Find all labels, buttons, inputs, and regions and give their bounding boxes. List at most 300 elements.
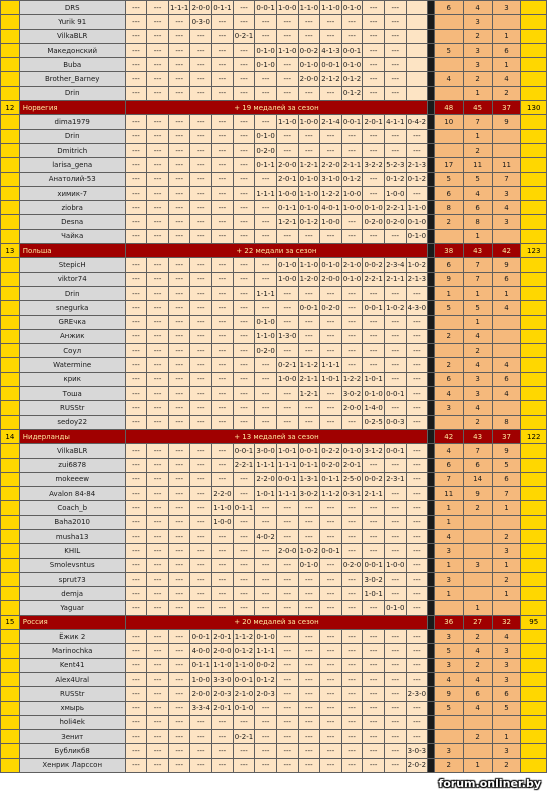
season-result-cell: --- (168, 272, 190, 286)
player-name: Marinochka (19, 644, 125, 658)
season-result-cell: --- (298, 315, 320, 329)
total-cell-empty (521, 301, 547, 315)
season-result-cell: --- (168, 72, 190, 86)
player-medal-count: 1 (492, 501, 521, 515)
season-result-cell: 0-0-1 (298, 301, 320, 315)
column-separator (428, 286, 435, 300)
player-medal-count: 3 (492, 1, 521, 15)
season-result-cell: 4-1-3 (320, 43, 342, 57)
season-result-cell: --- (125, 43, 147, 57)
player-name: ziobra (19, 201, 125, 215)
season-result-cell: 0-2-1 (233, 730, 255, 744)
season-result-cell: --- (298, 529, 320, 543)
rank-cell-empty (1, 572, 20, 586)
season-result-cell: --- (147, 715, 169, 729)
season-result-cell: 1-0-1 (320, 372, 342, 386)
season-result-cell: --- (212, 72, 234, 86)
rank-cell-empty (1, 444, 20, 458)
player-medal-count: 2 (463, 730, 492, 744)
season-result-cell: 1-1-0 (320, 1, 342, 15)
season-result-cell: 0-0-2 (363, 472, 385, 486)
season-result-cell: --- (341, 15, 363, 29)
season-result-cell: --- (363, 730, 385, 744)
player-medal-count (492, 15, 521, 29)
season-result-cell: --- (406, 315, 428, 329)
player-medal-count (492, 315, 521, 329)
season-result-cell: --- (125, 301, 147, 315)
season-result-cell: 0-0-2 (363, 258, 385, 272)
season-result-cell: --- (168, 701, 190, 715)
player-medal-count (492, 344, 521, 358)
season-result-cell: --- (406, 143, 428, 157)
player-medal-count: 2 (492, 572, 521, 586)
season-result-cell: 3-0-0 (255, 444, 277, 458)
season-result-cell: --- (212, 415, 234, 429)
season-result-cell: --- (255, 201, 277, 215)
season-result-cell: --- (168, 229, 190, 243)
country-name: Россия (19, 615, 125, 629)
season-result-cell: 2-1-1 (363, 487, 385, 501)
season-result-cell (406, 15, 428, 29)
player-row (1, 601, 547, 615)
season-result-cell: --- (255, 415, 277, 429)
player-medal-count: 2 (492, 529, 521, 543)
rank-cell-empty (1, 286, 20, 300)
season-result-cell: 2-0-2 (406, 758, 428, 772)
season-result-cell: --- (233, 272, 255, 286)
season-result-cell: --- (233, 186, 255, 200)
season-result-cell: 0-2-2 (320, 444, 342, 458)
season-result-cell: 0-1-0 (255, 43, 277, 57)
season-result-cell: --- (147, 587, 169, 601)
season-result-cell: --- (190, 730, 212, 744)
player-medal-count: 1 (492, 58, 521, 72)
player-medal-count (463, 544, 492, 558)
total-cell-empty (521, 544, 547, 558)
season-result-cell: 0-0-1 (341, 43, 363, 57)
player-row (1, 730, 547, 744)
season-result-cell: --- (363, 601, 385, 615)
column-separator (428, 501, 435, 515)
season-result-cell: --- (212, 143, 234, 157)
player-medal-count: 6 (463, 458, 492, 472)
season-result-cell: --- (320, 129, 342, 143)
season-result-cell: --- (212, 29, 234, 43)
player-medal-count (492, 401, 521, 415)
season-result-cell: --- (320, 143, 342, 157)
season-result-cell: --- (298, 344, 320, 358)
season-result-cell: --- (406, 344, 428, 358)
rank-cell-empty (1, 186, 20, 200)
season-result-cell: --- (255, 515, 277, 529)
season-result-cell: --- (406, 329, 428, 343)
season-result-cell: --- (384, 515, 406, 529)
season-result-cell: 1-1-1 (255, 644, 277, 658)
season-result-cell: --- (212, 172, 234, 186)
column-separator (428, 172, 435, 186)
season-result-cell: --- (320, 730, 342, 744)
player-row (1, 329, 547, 343)
season-result-cell: --- (168, 572, 190, 586)
season-result-cell: --- (168, 286, 190, 300)
total-cell-empty (521, 186, 547, 200)
season-result-cell: --- (341, 672, 363, 686)
total-cell-empty (521, 644, 547, 658)
player-row (1, 358, 547, 372)
season-result-cell: --- (341, 701, 363, 715)
player-row (1, 658, 547, 672)
season-result-cell: --- (255, 86, 277, 100)
country-medal-count: 43 (463, 244, 492, 258)
total-cell-empty (521, 315, 547, 329)
player-medal-count: 4 (463, 672, 492, 686)
column-separator (428, 458, 435, 472)
player-row (1, 715, 547, 729)
player-name: Alex4Ural (19, 672, 125, 686)
season-result-cell: 2-0-1 (212, 630, 234, 644)
season-result-cell: --- (190, 215, 212, 229)
season-result-cell: 0-1-2 (341, 72, 363, 86)
player-name: Зенит (19, 730, 125, 744)
season-result-cell: --- (125, 658, 147, 672)
season-result-cell: --- (341, 315, 363, 329)
season-result-cell: --- (384, 358, 406, 372)
season-result-cell: --- (276, 58, 298, 72)
player-medal-count: 3 (463, 372, 492, 386)
season-result-cell (406, 1, 428, 15)
player-medal-count: 4 (463, 701, 492, 715)
player-medal-count: 4 (434, 387, 463, 401)
player-medal-count: 5 (434, 301, 463, 315)
player-medal-count: 9 (492, 258, 521, 272)
season-result-cell: --- (233, 58, 255, 72)
rank-cell-empty (1, 401, 20, 415)
season-result-cell: --- (298, 143, 320, 157)
player-name: DRS (19, 1, 125, 15)
season-result-cell: 1-1-0 (406, 201, 428, 215)
season-result-cell (406, 58, 428, 72)
season-result-cell (406, 43, 428, 57)
season-result-cell: --- (212, 472, 234, 486)
season-result-cell: --- (406, 730, 428, 744)
player-medal-count: 6 (434, 372, 463, 386)
season-result-cell: --- (147, 272, 169, 286)
player-name: holi4ek (19, 715, 125, 729)
season-result-cell: 1-1-0 (276, 115, 298, 129)
season-result-cell: 0-1-1 (276, 201, 298, 215)
season-result-cell: --- (147, 315, 169, 329)
column-separator (428, 715, 435, 729)
season-result-cell: 2-0-0 (276, 544, 298, 558)
season-result-cell: 0-1-2 (384, 172, 406, 186)
season-result-cell: --- (406, 672, 428, 686)
season-result-cell: --- (147, 415, 169, 429)
player-medal-count: 4 (492, 201, 521, 215)
player-medal-count (463, 515, 492, 529)
column-separator (428, 744, 435, 758)
season-result-cell: --- (233, 115, 255, 129)
column-separator (428, 215, 435, 229)
season-result-cell: --- (341, 601, 363, 615)
season-result-cell: 0-4-2 (406, 115, 428, 129)
total-cell-empty (521, 358, 547, 372)
season-result-cell: --- (168, 744, 190, 758)
season-result-cell: --- (255, 15, 277, 29)
player-row (1, 372, 547, 386)
season-result-cell: --- (125, 401, 147, 415)
season-result-cell: --- (363, 544, 385, 558)
player-medal-count: 2 (492, 86, 521, 100)
season-result-cell: 0-1-2 (341, 86, 363, 100)
column-separator (428, 115, 435, 129)
player-medal-count: 7 (492, 172, 521, 186)
player-medal-count: 5 (492, 458, 521, 472)
season-result-cell: --- (341, 630, 363, 644)
rank-cell-empty (1, 387, 20, 401)
column-separator (428, 315, 435, 329)
season-result-cell: --- (233, 472, 255, 486)
player-medal-count: 1 (463, 758, 492, 772)
country-rank: 14 (1, 429, 20, 443)
player-medal-count: 3 (434, 401, 463, 415)
season-result-cell: 0-0-1 (276, 472, 298, 486)
player-medal-count: 4 (434, 529, 463, 543)
season-result-cell: --- (190, 229, 212, 243)
column-separator (428, 372, 435, 386)
season-result-cell: --- (168, 301, 190, 315)
season-result-cell: --- (363, 715, 385, 729)
season-result-cell: --- (147, 672, 169, 686)
country-total: 123 (521, 244, 547, 258)
player-row (1, 43, 547, 57)
total-cell-empty (521, 115, 547, 129)
player-name: VilkaBLR (19, 444, 125, 458)
season-result-cell: --- (233, 215, 255, 229)
season-result-cell: --- (190, 115, 212, 129)
season-result-cell: --- (168, 587, 190, 601)
season-result-cell: --- (212, 229, 234, 243)
season-result-cell: --- (147, 229, 169, 243)
player-name: Drin (19, 129, 125, 143)
column-separator (428, 444, 435, 458)
season-result-cell: --- (190, 29, 212, 43)
season-result-cell: --- (190, 515, 212, 529)
season-result-cell: --- (168, 687, 190, 701)
season-result-cell: --- (147, 115, 169, 129)
season-result-cell: --- (320, 701, 342, 715)
season-result-cell: --- (168, 515, 190, 529)
player-medal-count: 9 (492, 115, 521, 129)
season-result-cell: --- (320, 329, 342, 343)
rank-cell-empty (1, 72, 20, 86)
season-result-cell: --- (147, 572, 169, 586)
total-cell-empty (521, 472, 547, 486)
season-result-cell: 1-1-2 (233, 630, 255, 644)
season-result-cell: --- (298, 415, 320, 429)
season-result-cell: --- (255, 358, 277, 372)
total-cell-empty (521, 515, 547, 529)
season-result-cell: 2-0-0 (320, 272, 342, 286)
season-result-cell: --- (341, 143, 363, 157)
season-result-cell: --- (147, 258, 169, 272)
season-result-cell: --- (168, 58, 190, 72)
season-result-cell: --- (276, 744, 298, 758)
player-medal-count: 1 (463, 315, 492, 329)
player-name: Brother_Barney (19, 72, 125, 86)
player-name: GREчка (19, 315, 125, 329)
rank-cell-empty (1, 301, 20, 315)
rank-cell-empty (1, 658, 20, 672)
season-result-cell: --- (276, 687, 298, 701)
season-result-cell: 2-1-1 (341, 158, 363, 172)
season-result-cell: 4-0-1 (320, 201, 342, 215)
season-result-cell: 1-0-0 (276, 272, 298, 286)
season-result-cell: --- (147, 444, 169, 458)
rank-cell-empty (1, 529, 20, 543)
season-result-cell: --- (320, 744, 342, 758)
season-result-cell: --- (384, 744, 406, 758)
season-result-cell: --- (212, 572, 234, 586)
season-result-cell: --- (384, 344, 406, 358)
total-cell-empty (521, 387, 547, 401)
season-result-cell: 2-0-1 (363, 115, 385, 129)
season-result-cell (406, 29, 428, 43)
season-result-cell: --- (255, 501, 277, 515)
player-medal-count: 4 (463, 1, 492, 15)
player-medal-count: 4 (492, 358, 521, 372)
season-result-cell: --- (406, 544, 428, 558)
country-season-summary: + 20 медалей за сезон (125, 615, 428, 629)
rank-cell-empty (1, 501, 20, 515)
season-result-cell: --- (212, 730, 234, 744)
total-cell-empty (521, 444, 547, 458)
season-result-cell: --- (255, 744, 277, 758)
season-result-cell: --- (363, 229, 385, 243)
season-result-cell: 1-0-0 (384, 558, 406, 572)
total-cell-empty (521, 158, 547, 172)
season-result-cell: 0-0-1 (320, 544, 342, 558)
column-separator (428, 401, 435, 415)
total-cell-empty (521, 329, 547, 343)
player-name: zui6878 (19, 458, 125, 472)
season-result-cell: 0-1-2 (298, 215, 320, 229)
player-medal-count (492, 229, 521, 243)
player-medal-count: 1 (434, 286, 463, 300)
player-medal-count: 7 (463, 272, 492, 286)
total-cell-empty (521, 715, 547, 729)
season-result-cell: --- (147, 387, 169, 401)
player-name: Ёжик 2 (19, 630, 125, 644)
column-separator (428, 687, 435, 701)
season-result-cell: --- (125, 601, 147, 615)
season-result-cell: --- (233, 1, 255, 15)
season-result-cell: --- (168, 186, 190, 200)
column-separator (428, 358, 435, 372)
season-result-cell: --- (298, 601, 320, 615)
player-row (1, 86, 547, 100)
player-medal-count: 4 (463, 186, 492, 200)
season-result-cell: --- (320, 515, 342, 529)
season-result-cell: --- (147, 158, 169, 172)
total-cell-empty (521, 272, 547, 286)
season-result-cell: --- (363, 501, 385, 515)
rank-cell-empty (1, 229, 20, 243)
season-result-cell: 0-0-1 (363, 301, 385, 315)
country-medal-count: 42 (492, 244, 521, 258)
season-result-cell: 2-0-0 (190, 1, 212, 15)
season-result-cell: --- (363, 701, 385, 715)
season-result-cell: --- (147, 286, 169, 300)
season-result-cell: --- (212, 744, 234, 758)
player-row (1, 758, 547, 772)
season-result-cell: 0-3-1 (341, 487, 363, 501)
season-result-cell: --- (406, 715, 428, 729)
season-result-cell: --- (233, 487, 255, 501)
player-medal-count (434, 415, 463, 429)
player-medal-count: 3 (492, 658, 521, 672)
season-result-cell: --- (190, 158, 212, 172)
country-medal-count: 27 (463, 615, 492, 629)
season-result-cell: --- (363, 286, 385, 300)
season-result-cell: --- (341, 358, 363, 372)
column-separator (428, 644, 435, 658)
season-result-cell: --- (147, 129, 169, 143)
season-result-cell: --- (406, 658, 428, 672)
rank-cell-empty (1, 315, 20, 329)
player-name: demja (19, 587, 125, 601)
player-row (1, 401, 547, 415)
rank-cell-empty (1, 715, 20, 729)
season-result-cell: 3-0-2 (298, 487, 320, 501)
season-result-cell: 3-0-2 (341, 387, 363, 401)
player-name: Хенрик Ларссон (19, 758, 125, 772)
season-result-cell: 0-1-0 (255, 315, 277, 329)
player-medal-count (463, 529, 492, 543)
total-cell-empty (521, 744, 547, 758)
player-medal-count: 9 (434, 687, 463, 701)
season-result-cell: --- (168, 387, 190, 401)
season-result-cell: --- (233, 558, 255, 572)
column-separator (428, 615, 435, 629)
rank-cell-empty (1, 215, 20, 229)
player-medal-count: 1 (463, 286, 492, 300)
season-result-cell: --- (212, 301, 234, 315)
player-row (1, 258, 547, 272)
season-result-cell: 1-1-1 (276, 487, 298, 501)
column-separator (428, 558, 435, 572)
season-result-cell: --- (125, 415, 147, 429)
season-result-cell: 1-0-0 (341, 201, 363, 215)
season-result-cell: --- (233, 129, 255, 143)
season-result-cell: --- (341, 215, 363, 229)
season-result-cell: --- (255, 387, 277, 401)
season-result-cell: --- (233, 587, 255, 601)
season-result-cell: 2-0-1 (212, 701, 234, 715)
player-name: viktor74 (19, 272, 125, 286)
country-season-summary: + 13 медалей за сезон (125, 429, 428, 443)
country-name: Норвегия (19, 101, 125, 115)
season-result-cell: --- (168, 544, 190, 558)
season-result-cell: --- (190, 572, 212, 586)
season-result-cell: --- (147, 644, 169, 658)
country-rank: 15 (1, 615, 20, 629)
season-result-cell: --- (190, 358, 212, 372)
season-result-cell: --- (125, 286, 147, 300)
player-name: Coach_b (19, 501, 125, 515)
player-medal-count: 6 (434, 258, 463, 272)
season-result-cell: 1-1-0 (212, 501, 234, 515)
season-result-cell: --- (276, 15, 298, 29)
